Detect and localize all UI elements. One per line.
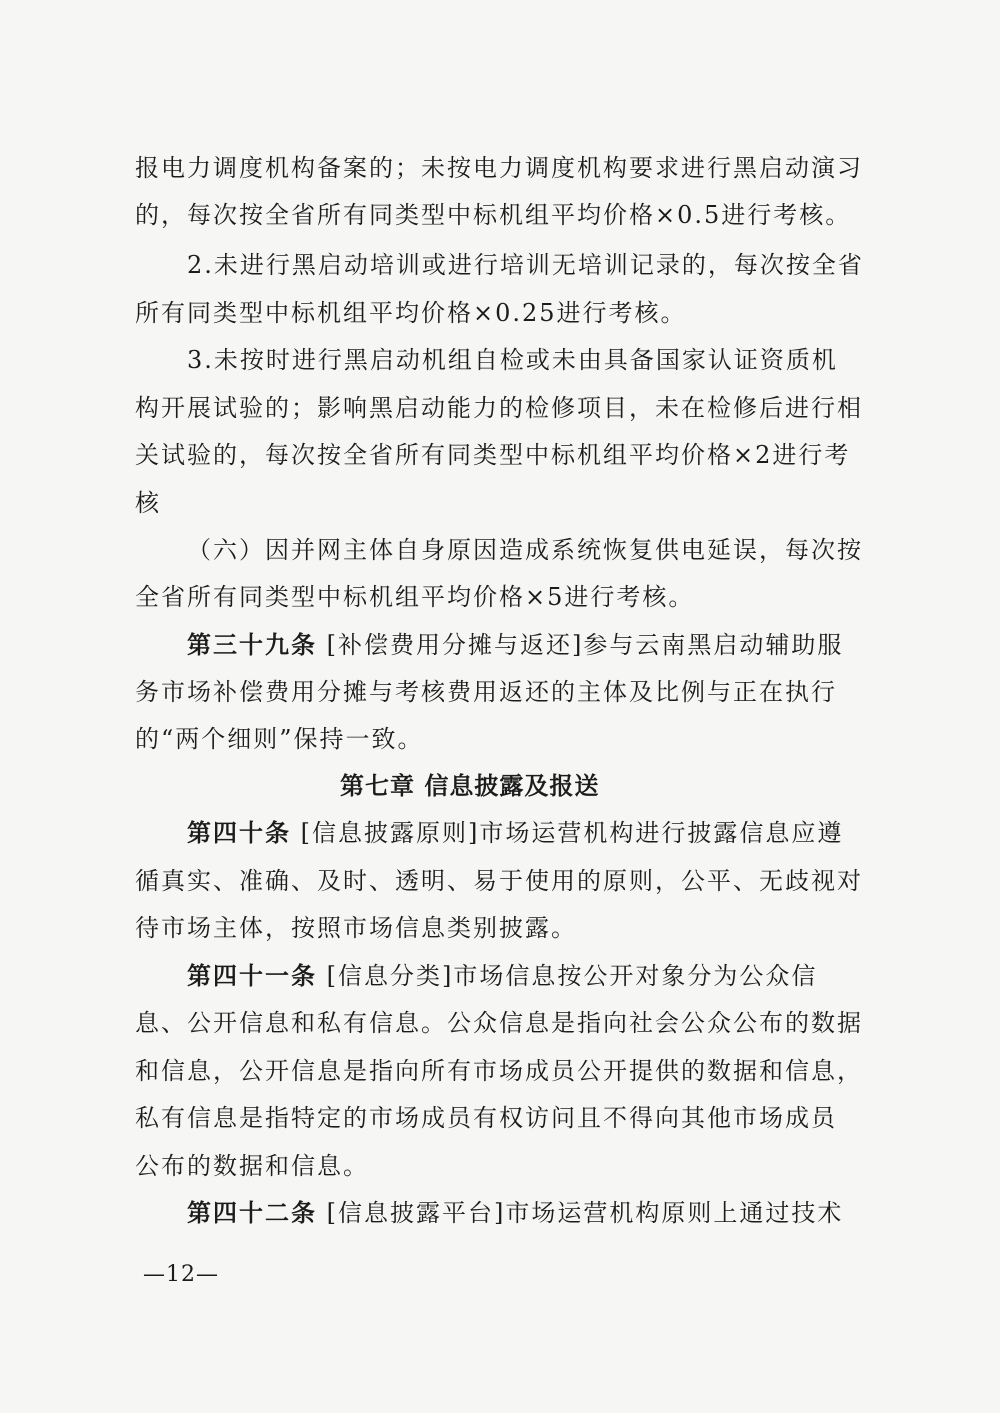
article-41-line: 第四十一条 [信息分类]市场信息按公开对象分为公众信 <box>187 961 818 990</box>
text-line-10: 全省所有同类型中标机组平均价格×5进行考核。 <box>135 583 695 611</box>
text-line-21: 私有信息是指特定的市场成员有权访问且不得向其他市场成员 <box>135 1104 837 1132</box>
article-42-label: 第四十二条 <box>187 1198 317 1227</box>
text-line-6: 构开展试验的；影响黑启动能力的检修项目，未在检修后进行相 <box>135 394 863 422</box>
article-39-label: 第三十九条 <box>187 630 317 659</box>
text-line-17: 待市场主体，按照市场信息类别披露。 <box>135 914 577 942</box>
text-line-19: 息、公开信息和私有信息。公众信息是指向社会公众公布的数据 <box>135 1009 863 1037</box>
chapter-heading: 第七章 信息披露及报送 <box>340 772 600 800</box>
text-line-20: 和信息，公开信息是指向所有市场成员公开提供的数据和信息， <box>135 1057 863 1085</box>
text-line-8: 核 <box>135 489 161 517</box>
article-42-line: 第四十二条 [信息披露平台]市场运营机构原则上通过技术 <box>187 1198 844 1227</box>
text-line-7: 关试验的，每次按全省所有同类型中标机组平均价格×2进行考 <box>135 441 851 469</box>
article-39-line: 第三十九条 [补偿费用分摊与返还]参与云南黑启动辅助服 <box>187 630 844 659</box>
text-line-1: 报电力调度机构备案的；未按电力调度机构要求进行黑启动演习 <box>135 154 863 182</box>
page-number: —12— <box>143 1262 219 1287</box>
text-line-16: 循真实、准确、及时、透明、易于使用的原则，公平、无歧视对 <box>135 867 863 895</box>
text-line-4: 所有同类型中标机组平均价格×0.25进行考核。 <box>135 299 687 327</box>
article-40-label: 第四十条 <box>187 818 291 847</box>
text-line-9: （六）因并网主体自身原因造成系统恢复供电延误，每次按 <box>187 536 863 564</box>
text-line-2: 的，每次按全省所有同类型中标机组平均价格×0.5进行考核。 <box>135 201 852 229</box>
text-line-22: 公布的数据和信息。 <box>135 1152 369 1180</box>
article-41-label: 第四十一条 <box>187 961 317 990</box>
text-line-3: 2.未进行黑启动培训或进行培训无培训记录的，每次按全省 <box>187 251 864 279</box>
text-line-5: 3.未按时进行黑启动机组自检或未由具备国家认证资质机 <box>187 346 838 374</box>
article-40-line: 第四十条 [信息披露原则]市场运营机构进行披露信息应遵 <box>187 818 844 847</box>
text-line-13: 的“两个细则”保持一致。 <box>135 725 424 753</box>
text-line-12: 务市场补偿费用分摊与考核费用返还的主体及比例与正在执行 <box>135 678 837 706</box>
